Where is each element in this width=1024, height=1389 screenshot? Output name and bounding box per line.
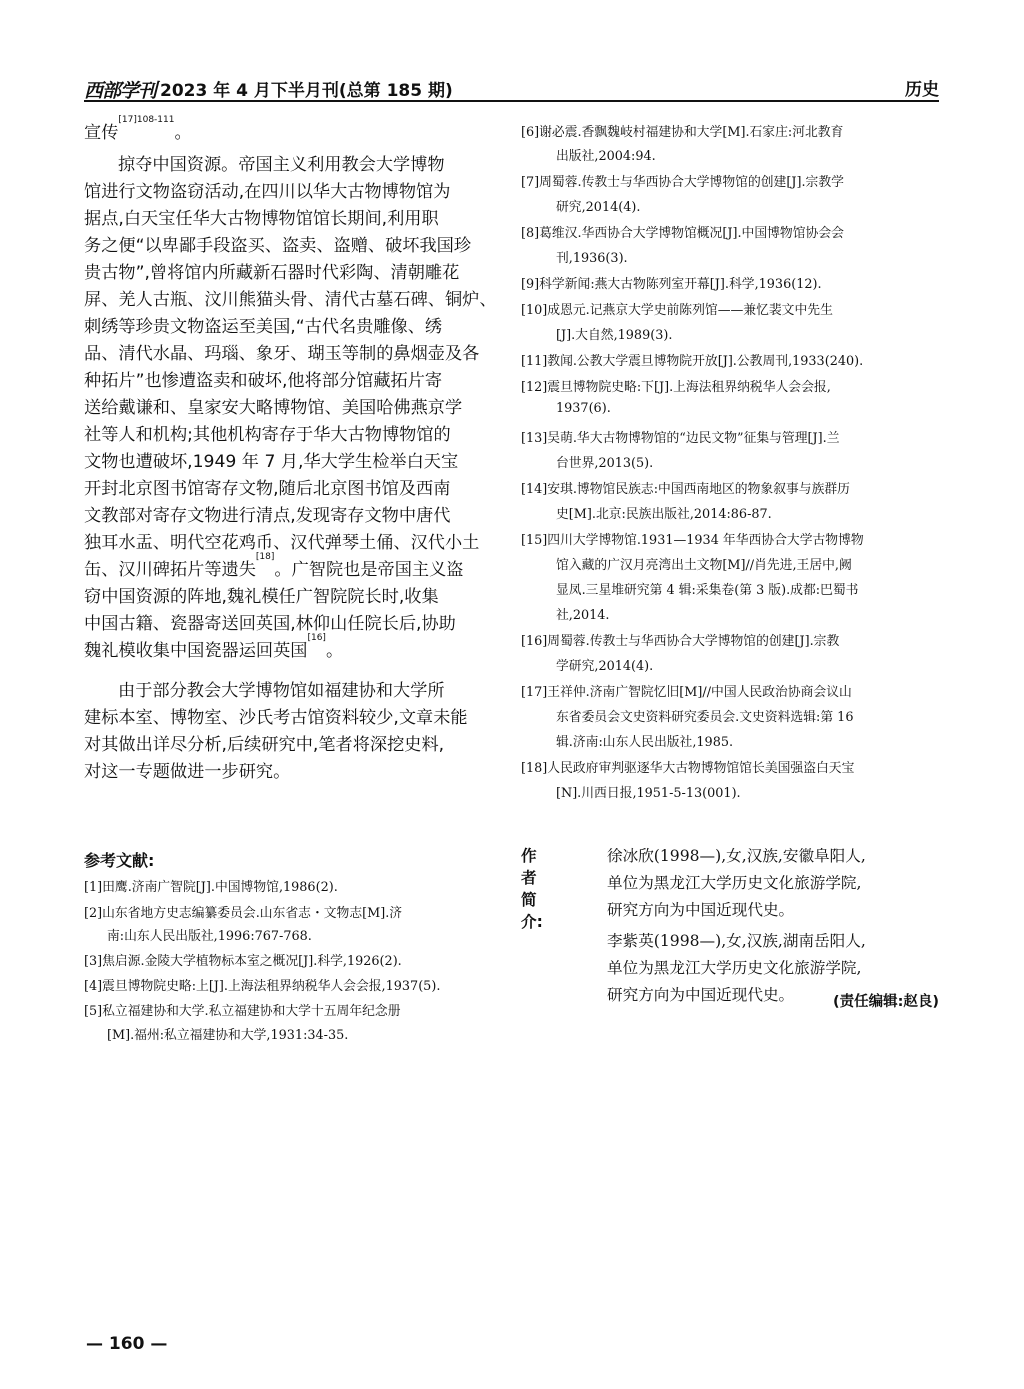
text-line: 社等人和机构;其他机构寄存于华大古物博物馆的 xyxy=(84,425,451,445)
reference-item: [1]田鹰.济南广智院[J].中国博物馆,1986(2). xyxy=(84,880,338,895)
citation-ref: [17]108-111 xyxy=(118,115,175,125)
reference-item: [4]震旦博物院史略:上[J].上海法租界纳税华人会会报,1937(5). xyxy=(84,979,441,994)
text-line: 务之便“以卑鄙手段盗买、盗卖、盗赠、破坏我国珍 xyxy=(84,236,472,256)
reference-item-cont: 显凤.三星堆研究第 4 辑:采集卷(第 3 版).成都:巴蜀书 xyxy=(556,583,859,598)
reference-item: [3]焦启源.金陵大学植物标本室之概况[J].科学,1926(2). xyxy=(84,954,402,969)
reference-item-cont: [M].福州:私立福建协和大学,1931:34-35. xyxy=(107,1028,349,1043)
reference-item-cont: [J].大自然,1989(3). xyxy=(556,328,673,343)
text-line: 馆进行文物盗窃活动,在四川以华大古物博物馆为 xyxy=(84,182,451,202)
reference-item: [11]教闻.公教大学震旦博物院开放[J].公教周刊,1933(240). xyxy=(521,354,864,369)
text-line: 建标本室、博物室、沙氏考古馆资料较少,文章未能 xyxy=(84,708,468,728)
author-bio-line: 徐冰欣(1998—),女,汉族,安徽阜阳人, xyxy=(607,847,866,865)
reference-item-cont: 研究,2014(4). xyxy=(556,200,641,215)
text-line: 对其做出详尽分析,后续研究中,笔者将深挖史料, xyxy=(84,735,445,755)
reference-item-cont: 辑.济南:山东人民出版社,1985. xyxy=(556,735,734,750)
reference-item: [15]四川大学博物馆.1931—1934 年华西协合大学古物博物 xyxy=(521,533,864,548)
author-bio-line: 研究方向为中国近现代史。 xyxy=(607,986,795,1004)
reference-item: [10]成恩元.记燕京大学史前陈列馆——兼忆裴文中先生 xyxy=(521,303,833,318)
text-line: 中国古籍、瓷器寄送回英国,林仰山任院长后,协助 xyxy=(84,614,456,634)
text-line: 由于部分教会大学博物馆如福建协和大学所 xyxy=(118,681,445,701)
reference-item-cont: 社,2014. xyxy=(556,608,610,623)
reference-item: [12]震旦博物院史略:下[J].上海法租界纳税华人会会报, xyxy=(521,380,831,395)
text-line: 独耳水盂、明代空花鸡币、汉代弹琴土俑、汉代小土 xyxy=(84,533,480,553)
reference-item: [14]安琪.博物馆民族志:中国西南地区的物象叙事与族群历 xyxy=(521,482,850,497)
reference-item: [8]葛维汉.华西协合大学博物馆概况[J].中国博物馆协会会 xyxy=(521,226,844,241)
reference-item: [9]科学新闻:燕大古物陈列室开幕[J].科学,1936(12). xyxy=(521,277,822,292)
citation-ref: [18] xyxy=(255,552,275,562)
reference-item: [7]周蜀蓉.传教士与华西协合大学博物馆的创建[J].宗教学 xyxy=(521,175,844,190)
reference-item: [17]王祥仲.济南广智院忆旧[M]//中国人民政治协商会议山 xyxy=(521,685,852,700)
text-line: 对这一专题做进一步研究。 xyxy=(84,762,291,782)
text-line: 掠夺中国资源。帝国主义利用教会大学博物 xyxy=(118,155,445,175)
reference-item: [13]吴萌.华大古物博物馆的“边民文物”征集与管理[J].兰 xyxy=(521,431,840,446)
author-bio-label: 作者简介: xyxy=(521,847,543,931)
reference-item-cont: 东省委员会文史资料研究委员会.文史资料选辑:第 16 xyxy=(556,710,854,725)
references-heading: 参考文献: xyxy=(84,851,155,870)
reference-item: [5]私立福建协和大学.私立福建协和大学十五周年纪念册 xyxy=(84,1004,401,1019)
text-line: 种拓片”也惨遭盗卖和破坏,他将部分馆藏拓片寄 xyxy=(84,371,443,391)
reference-item-cont: 台世界,2013(5). xyxy=(556,456,654,471)
text-line: 刺绣等珍贵文物盗运至美国,“古代名贵雕像、绣 xyxy=(84,317,443,337)
reference-item: [18]人民政府审判驱逐华大古物博物馆馆长美国强盗白天宝 xyxy=(521,761,855,776)
author-bio-line: 研究方向为中国近现代史。 xyxy=(607,901,795,919)
issue-info: 2023 年 4 月下半月刊(总第 185 期) xyxy=(160,81,453,101)
text-line: 开封北京图书馆寄存文物,随后北京图书馆及西南 xyxy=(84,479,451,499)
reference-item-cont: 学研究,2014(4). xyxy=(556,659,654,674)
author-bio-line: 李紫英(1998—),女,汉族,湖南岳阳人, xyxy=(607,932,866,950)
reference-item-cont: 南:山东人民出版社,1996:767-768. xyxy=(107,929,312,944)
section-name: 历史 xyxy=(905,80,939,100)
text-line: 品、清代水晶、玛瑙、象牙、瑚玉等制的鼻烟壶及各 xyxy=(84,344,480,364)
responsible-editor: (责任编辑:赵良) xyxy=(832,994,939,1010)
text-line: 贵古物”,曾将馆内所藏新石器时代彩陶、清朝雕花 xyxy=(84,263,460,283)
reference-item-cont: 馆入藏的广汉月亮湾出土文物[M]//肖先进,王居中,阙 xyxy=(556,558,852,573)
text-line: 送给戴谦和、皇家安大略博物馆、美国哈佛燕京学 xyxy=(84,398,463,418)
journal-logo: 西部学刊 xyxy=(84,80,157,102)
text-line: 窃中国资源的阵地,魏礼模任广智院院长时,收集 xyxy=(84,587,439,607)
reference-item-cont: [N].川西日报,1951-5-13(001). xyxy=(556,786,741,801)
reference-item-cont: 1937(6). xyxy=(556,401,611,416)
header-rule xyxy=(84,100,939,102)
text-line: 屏、羌人古瓶、汶川熊猫头骨、清代古墓石碑、铜炉、 xyxy=(84,290,497,310)
author-bio-line: 单位为黑龙江大学历史文化旅游学院, xyxy=(607,959,862,977)
author-bio-line: 单位为黑龙江大学历史文化旅游学院, xyxy=(607,874,862,892)
reference-item: [16]周蜀蓉.传教士与华西协合大学博物馆的创建[J].宗教 xyxy=(521,634,840,649)
text-line: 据点,白天宝任华大古物博物馆馆长期间,利用职 xyxy=(84,209,439,229)
reference-item-cont: 史[M].北京:民族出版社,2014:86-87. xyxy=(556,507,772,522)
text-line: 宣传$^{[17]108-111}$。 xyxy=(84,115,192,143)
reference-item: [6]谢必震.香飘魏岐村福建协和大学[M].石家庄:河北教育 xyxy=(521,125,844,140)
reference-item-cont: 出版社,2004:94. xyxy=(556,149,656,164)
reference-item: [2]山东省地方史志编纂委员会.山东省志・文物志[M].济 xyxy=(84,906,403,921)
text-line: 缶、汉川碑拓片等遗失[18]。广智院也是帝国主义盗 xyxy=(84,552,464,580)
reference-item-cont: 刊,1936(3). xyxy=(556,251,628,266)
text-line: 文物也遭破坏,1949 年 7 月,华大学生检举白天宝 xyxy=(84,452,459,472)
citation-ref: [16] xyxy=(307,633,326,643)
page-number: — 160 — xyxy=(86,1334,168,1354)
text-line: 文教部对寄存文物进行清点,发现寄存文物中唐代 xyxy=(84,506,451,526)
text-line: 魏礼模收集中国瓷器运回英国[16]。 xyxy=(84,633,344,661)
